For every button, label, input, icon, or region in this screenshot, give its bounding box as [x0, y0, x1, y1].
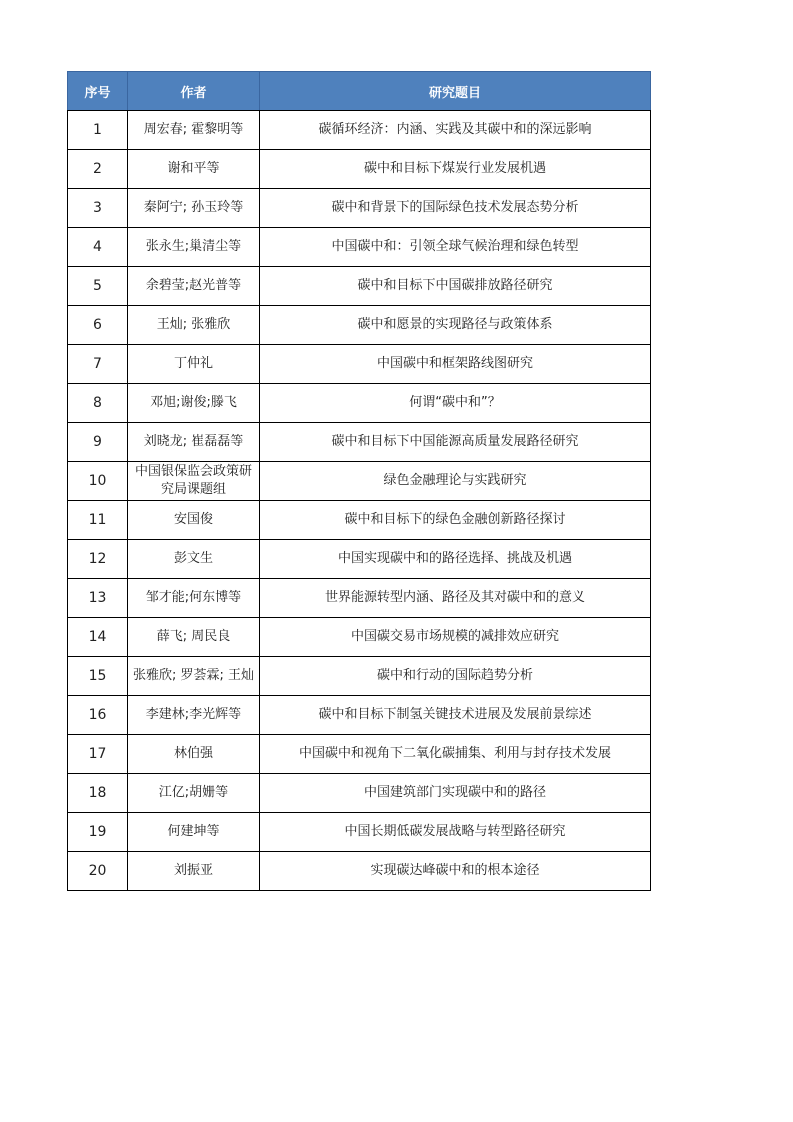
header-author: 作者 [128, 72, 260, 111]
cell-no: 12 [68, 540, 128, 579]
cell-author: 江亿;胡姗等 [128, 774, 260, 813]
cell-author: 中国银保监会政策研究局课题组 [128, 462, 260, 501]
table-row [68, 150, 651, 189]
cell-author: 刘振亚 [128, 852, 260, 891]
cell-no: 4 [68, 228, 128, 267]
table-row [68, 462, 651, 501]
references-table [67, 71, 651, 891]
cell-title: 中国建筑部门实现碳中和的路径 [260, 774, 651, 813]
table-row [68, 579, 651, 618]
cell-title: 碳中和目标下制氢关键技术进展及发展前景综述 [260, 696, 651, 735]
cell-title: 中国实现碳中和的路径选择、挑战及机遇 [260, 540, 651, 579]
cell-no: 18 [68, 774, 128, 813]
table-header-row [68, 72, 651, 111]
table-row [68, 813, 651, 852]
cell-author: 何建坤等 [128, 813, 260, 852]
cell-title: 碳中和行动的国际趋势分析 [260, 657, 651, 696]
table-row [68, 618, 651, 657]
cell-title: 中国长期低碳发展战略与转型路径研究 [260, 813, 651, 852]
cell-no: 2 [68, 150, 128, 189]
table-row [68, 384, 651, 423]
table-row [68, 657, 651, 696]
table-row [68, 852, 651, 891]
cell-author: 王灿; 张雅欣 [128, 306, 260, 345]
cell-author: 谢和平等 [128, 150, 260, 189]
cell-no: 14 [68, 618, 128, 657]
table-row [68, 306, 651, 345]
header-title: 研究题目 [260, 72, 651, 111]
cell-author: 丁仲礼 [128, 345, 260, 384]
cell-author: 薛飞; 周民良 [128, 618, 260, 657]
cell-no: 13 [68, 579, 128, 618]
table-row [68, 501, 651, 540]
cell-title: 碳中和背景下的国际绿色技术发展态势分析 [260, 189, 651, 228]
cell-title: 世界能源转型内涵、路径及其对碳中和的意义 [260, 579, 651, 618]
table-row [68, 774, 651, 813]
cell-author: 秦阿宁; 孙玉玲等 [128, 189, 260, 228]
cell-title: 碳中和目标下煤炭行业发展机遇 [260, 150, 651, 189]
table-row [68, 540, 651, 579]
cell-author: 安国俊 [128, 501, 260, 540]
table-row [68, 189, 651, 228]
cell-title: 碳中和目标下中国碳排放路径研究 [260, 267, 651, 306]
table-row [68, 696, 651, 735]
cell-no: 11 [68, 501, 128, 540]
header-no: 序号 [68, 72, 128, 111]
table-row [68, 345, 651, 384]
cell-author: 张永生;巢清尘等 [128, 228, 260, 267]
table-body [68, 111, 651, 891]
table-row [68, 267, 651, 306]
cell-author: 邓旭;谢俊;滕飞 [128, 384, 260, 423]
cell-title: 绿色金融理论与实践研究 [260, 462, 651, 501]
cell-no: 6 [68, 306, 128, 345]
cell-author: 刘晓龙; 崔磊磊等 [128, 423, 260, 462]
document-page [67, 71, 651, 891]
cell-no: 5 [68, 267, 128, 306]
cell-title: 中国碳中和视角下二氧化碳捕集、利用与封存技术发展 [260, 735, 651, 774]
cell-author: 彭文生 [128, 540, 260, 579]
table-row [68, 111, 651, 150]
cell-no: 8 [68, 384, 128, 423]
cell-no: 3 [68, 189, 128, 228]
cell-author: 李建林;李光辉等 [128, 696, 260, 735]
cell-no: 19 [68, 813, 128, 852]
table-row [68, 735, 651, 774]
cell-no: 17 [68, 735, 128, 774]
cell-author: 张雅欣; 罗荟霖; 王灿 [128, 657, 260, 696]
cell-title: 中国碳中和：引领全球气候治理和绿色转型 [260, 228, 651, 267]
table-row [68, 228, 651, 267]
cell-author: 余碧莹;赵光普等 [128, 267, 260, 306]
cell-no: 9 [68, 423, 128, 462]
cell-title: 何谓“碳中和”？ [260, 384, 651, 423]
cell-title: 中国碳中和框架路线图研究 [260, 345, 651, 384]
cell-title: 实现碳达峰碳中和的根本途径 [260, 852, 651, 891]
cell-title: 碳循环经济：内涵、实践及其碳中和的深远影响 [260, 111, 651, 150]
table-row [68, 423, 651, 462]
cell-no: 10 [68, 462, 128, 501]
cell-title: 碳中和目标下的绿色金融创新路径探讨 [260, 501, 651, 540]
cell-author: 周宏春; 霍黎明等 [128, 111, 260, 150]
cell-author: 林伯强 [128, 735, 260, 774]
cell-no: 15 [68, 657, 128, 696]
cell-title: 中国碳交易市场规模的减排效应研究 [260, 618, 651, 657]
cell-title: 碳中和目标下中国能源高质量发展路径研究 [260, 423, 651, 462]
cell-author: 邹才能;何东博等 [128, 579, 260, 618]
cell-no: 7 [68, 345, 128, 384]
cell-no: 16 [68, 696, 128, 735]
cell-no: 20 [68, 852, 128, 891]
cell-title: 碳中和愿景的实现路径与政策体系 [260, 306, 651, 345]
cell-no: 1 [68, 111, 128, 150]
